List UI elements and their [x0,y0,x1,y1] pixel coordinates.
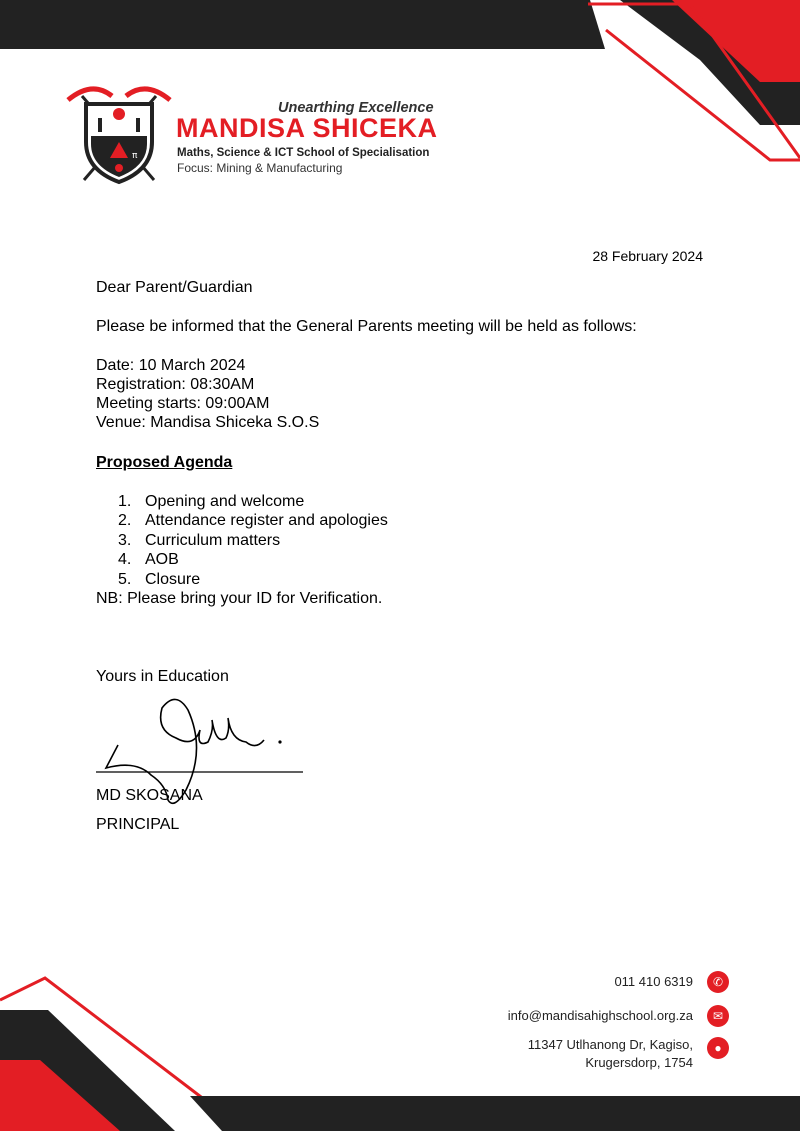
agenda-item: 1. Opening and welcome [118,493,305,510]
school-name: MANDISA SHICEKA [176,113,438,143]
location-icon: ● [707,1037,729,1059]
detail-registration: Registration: 08:30AM [96,376,255,393]
contact-address-line1: 11347 Utlhanong Dr, Kagiso, [527,1037,693,1052]
signatory-name: MD SKOSANA [96,787,203,804]
agenda-item: 4. AOB [118,551,179,569]
contact-phone: 011 410 6319 [614,974,693,989]
school-crest-logo [62,78,176,188]
contact-email: info@mandisahighschool.org.za [507,1008,693,1023]
salutation: Dear Parent/Guardian [96,279,253,296]
mail-icon: ✉ [707,1005,729,1027]
signatory-title: PRINCIPAL [96,816,180,833]
top-black-bar [0,0,605,49]
agenda-title: Proposed Agenda [96,454,233,471]
agenda-item: 2. Attendance register and apologies [118,512,388,530]
school-focus: Focus: Mining & Manufacturing [177,161,343,175]
agenda-list [118,492,388,589]
agenda-item: 3. Curriculum matters [118,531,281,549]
intro-paragraph: Please be informed that the General Parents meeting will be held as follows: [96,318,637,335]
nb-note: NB: Please bring your ID for Verification. [96,590,383,607]
phone-icon: ✆ [707,971,729,993]
closing: Yours in Education [96,668,229,685]
detail-date: Date: 10 March 2024 [96,357,246,374]
svg-text:π: π [132,151,138,161]
contact-address-line2: Krugersdorp, 1754 [585,1055,693,1070]
school-tagline: Unearthing Excellence [278,100,434,116]
detail-meeting-start: Meeting starts: 09:00AM [96,395,270,412]
detail-venue: Venue: Mandisa Shiceka S.O.S [96,414,320,431]
school-subtitle: Maths, Science & ICT School of Specialisation [177,147,430,159]
letter-date: 28 February 2024 [592,248,703,264]
agenda-item: 5. Closure [118,570,201,588]
bottom-black-bar [190,1096,800,1131]
